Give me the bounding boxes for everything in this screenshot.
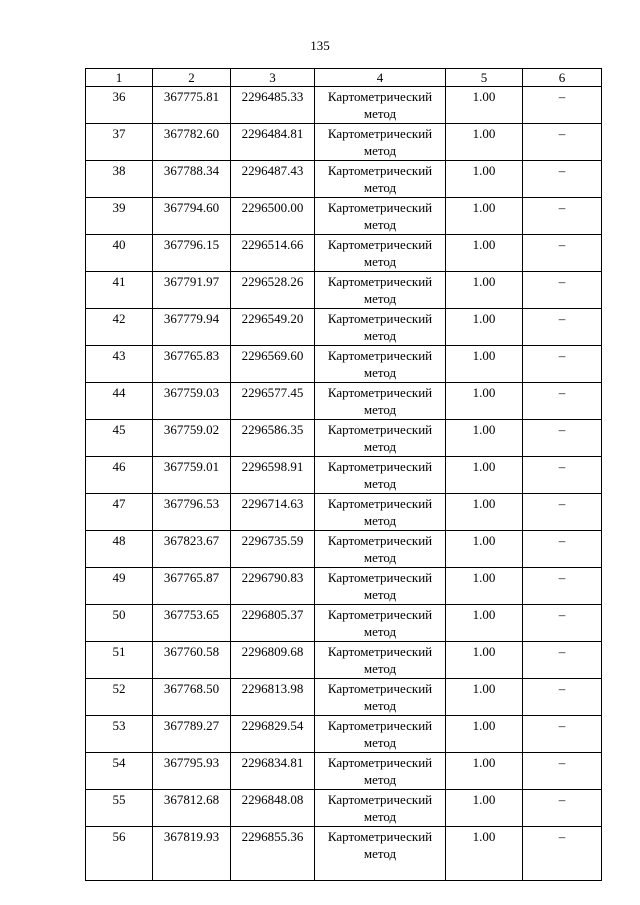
note-cell: – xyxy=(523,272,602,309)
method-text-line-1: Картометрический xyxy=(327,607,433,622)
method-text-line-2: метод xyxy=(363,402,397,417)
method-text-line-2: метод xyxy=(363,180,397,195)
x-coordinate-cell: 367753.65 xyxy=(153,605,231,642)
method-cell xyxy=(315,605,446,642)
method-text-line-2: метод xyxy=(363,846,397,861)
method-text-line-2: метод xyxy=(363,106,397,121)
table-row xyxy=(86,235,602,272)
precision-cell: 1.00 xyxy=(446,235,523,272)
y-coordinate-cell: 2296484.81 xyxy=(231,124,315,161)
point-number-cell: 37 xyxy=(86,124,153,161)
precision-cell: 1.00 xyxy=(446,568,523,605)
x-coordinate-cell: 367812.68 xyxy=(153,790,231,827)
method-cell xyxy=(315,198,446,235)
method-cell xyxy=(315,827,446,881)
column-header-1: 1 xyxy=(86,69,153,87)
x-coordinate-cell: 367765.87 xyxy=(153,568,231,605)
precision-cell: 1.00 xyxy=(446,753,523,790)
method-text-line-2: метод xyxy=(363,143,397,158)
note-cell: – xyxy=(523,235,602,272)
method-text-line-1: Картометрический xyxy=(327,422,433,437)
method-cell xyxy=(315,531,446,568)
y-coordinate-cell: 2296805.37 xyxy=(231,605,315,642)
method-text-line-2: метод xyxy=(363,587,397,602)
page-number: 135 xyxy=(310,38,330,53)
table-header xyxy=(86,69,602,87)
point-number-cell: 48 xyxy=(86,531,153,568)
table-row xyxy=(86,531,602,568)
note-cell: – xyxy=(523,716,602,753)
precision-cell: 1.00 xyxy=(446,716,523,753)
x-coordinate-cell: 367794.60 xyxy=(153,198,231,235)
method-text-line-1: Картометрический xyxy=(327,311,433,326)
x-coordinate-cell: 367796.53 xyxy=(153,494,231,531)
x-coordinate-cell: 367791.97 xyxy=(153,272,231,309)
point-number-cell: 50 xyxy=(86,605,153,642)
point-number-cell: 40 xyxy=(86,235,153,272)
x-coordinate-cell: 367768.50 xyxy=(153,679,231,716)
point-number-cell: 53 xyxy=(86,716,153,753)
precision-cell: 1.00 xyxy=(446,383,523,420)
method-text-line-1: Картометрический xyxy=(327,126,433,141)
method-cell xyxy=(315,679,446,716)
method-text-line-2: метод xyxy=(363,217,397,232)
precision-cell: 1.00 xyxy=(446,642,523,679)
y-coordinate-cell: 2296586.35 xyxy=(231,420,315,457)
method-cell xyxy=(315,161,446,198)
column-header-4: 4 xyxy=(315,69,446,87)
method-cell xyxy=(315,420,446,457)
precision-cell: 1.00 xyxy=(446,494,523,531)
point-number-cell: 38 xyxy=(86,161,153,198)
precision-cell: 1.00 xyxy=(446,309,523,346)
table-row xyxy=(86,753,602,790)
column-header-6: 6 xyxy=(523,69,602,87)
point-number-cell: 36 xyxy=(86,87,153,124)
table-row xyxy=(86,346,602,383)
column-header-2: 2 xyxy=(153,69,231,87)
note-cell: – xyxy=(523,568,602,605)
table-row xyxy=(86,568,602,605)
point-number-cell: 44 xyxy=(86,383,153,420)
method-text-line-1: Картометрический xyxy=(327,718,433,733)
method-text-line-1: Картометрический xyxy=(327,533,433,548)
point-number-cell: 55 xyxy=(86,790,153,827)
method-text-line-2: метод xyxy=(363,624,397,639)
point-number-cell: 47 xyxy=(86,494,153,531)
x-coordinate-cell: 367796.15 xyxy=(153,235,231,272)
note-cell: – xyxy=(523,605,602,642)
method-text-line-1: Картометрический xyxy=(327,348,433,363)
note-cell: – xyxy=(523,494,602,531)
precision-cell: 1.00 xyxy=(446,457,523,494)
precision-cell: 1.00 xyxy=(446,605,523,642)
method-text-line-1: Картометрический xyxy=(327,89,433,104)
point-number-cell: 52 xyxy=(86,679,153,716)
y-coordinate-cell: 2296809.68 xyxy=(231,642,315,679)
x-coordinate-cell: 367759.03 xyxy=(153,383,231,420)
method-text-line-2: метод xyxy=(363,772,397,787)
method-cell xyxy=(315,124,446,161)
x-coordinate-cell: 367782.60 xyxy=(153,124,231,161)
point-number-cell: 49 xyxy=(86,568,153,605)
method-text-line-1: Картометрический xyxy=(327,792,433,807)
y-coordinate-cell: 2296500.00 xyxy=(231,198,315,235)
precision-cell: 1.00 xyxy=(446,827,523,881)
method-cell xyxy=(315,642,446,679)
point-number-cell: 45 xyxy=(86,420,153,457)
point-number-cell: 39 xyxy=(86,198,153,235)
method-cell xyxy=(315,272,446,309)
y-coordinate-cell: 2296598.91 xyxy=(231,457,315,494)
table-row xyxy=(86,679,602,716)
precision-cell: 1.00 xyxy=(446,161,523,198)
coordinates-table xyxy=(85,68,602,881)
precision-cell: 1.00 xyxy=(446,198,523,235)
precision-cell: 1.00 xyxy=(446,124,523,161)
precision-cell: 1.00 xyxy=(446,346,523,383)
precision-cell: 1.00 xyxy=(446,679,523,716)
x-coordinate-cell: 367789.27 xyxy=(153,716,231,753)
method-text-line-1: Картометрический xyxy=(327,163,433,178)
table-row xyxy=(86,457,602,494)
x-coordinate-cell: 367759.01 xyxy=(153,457,231,494)
y-coordinate-cell: 2296735.59 xyxy=(231,531,315,568)
method-text-line-2: метод xyxy=(363,735,397,750)
point-number-cell: 43 xyxy=(86,346,153,383)
x-coordinate-cell: 367765.83 xyxy=(153,346,231,383)
note-cell: – xyxy=(523,790,602,827)
method-text-line-1: Картометрический xyxy=(327,681,433,696)
precision-cell: 1.00 xyxy=(446,87,523,124)
y-coordinate-cell: 2296485.33 xyxy=(231,87,315,124)
method-cell xyxy=(315,568,446,605)
method-text-line-2: метод xyxy=(363,661,397,676)
method-text-line-1: Картометрический xyxy=(327,237,433,252)
y-coordinate-cell: 2296834.81 xyxy=(231,753,315,790)
y-coordinate-cell: 2296855.36 xyxy=(231,827,315,881)
y-coordinate-cell: 2296514.66 xyxy=(231,235,315,272)
precision-cell: 1.00 xyxy=(446,790,523,827)
method-cell xyxy=(315,494,446,531)
method-text-line-1: Картометрический xyxy=(327,459,433,474)
method-text-line-2: метод xyxy=(363,365,397,380)
method-text-line-2: метод xyxy=(363,550,397,565)
table-row xyxy=(86,790,602,827)
method-text-line-2: метод xyxy=(363,291,397,306)
x-coordinate-cell: 367819.93 xyxy=(153,827,231,881)
method-text-line-2: метод xyxy=(363,513,397,528)
method-text-line-2: метод xyxy=(363,328,397,343)
note-cell: – xyxy=(523,457,602,494)
y-coordinate-cell: 2296569.60 xyxy=(231,346,315,383)
column-header-3: 3 xyxy=(231,69,315,87)
y-coordinate-cell: 2296549.20 xyxy=(231,309,315,346)
note-cell: – xyxy=(523,679,602,716)
method-cell xyxy=(315,309,446,346)
note-cell: – xyxy=(523,346,602,383)
note-cell: – xyxy=(523,124,602,161)
table-row xyxy=(86,605,602,642)
y-coordinate-cell: 2296487.43 xyxy=(231,161,315,198)
y-coordinate-cell: 2296577.45 xyxy=(231,383,315,420)
method-text-line-1: Картометрический xyxy=(327,385,433,400)
precision-cell: 1.00 xyxy=(446,272,523,309)
method-cell xyxy=(315,235,446,272)
method-text-line-1: Картометрический xyxy=(327,755,433,770)
note-cell: – xyxy=(523,198,602,235)
method-cell xyxy=(315,457,446,494)
table-row xyxy=(86,716,602,753)
table-row xyxy=(86,827,602,881)
y-coordinate-cell: 2296790.83 xyxy=(231,568,315,605)
x-coordinate-cell: 367795.93 xyxy=(153,753,231,790)
table-row xyxy=(86,198,602,235)
table-row xyxy=(86,642,602,679)
y-coordinate-cell: 2296813.98 xyxy=(231,679,315,716)
method-text-line-1: Картометрический xyxy=(327,829,433,844)
method-text-line-1: Картометрический xyxy=(327,644,433,659)
note-cell: – xyxy=(523,753,602,790)
table-row xyxy=(86,309,602,346)
point-number-cell: 42 xyxy=(86,309,153,346)
point-number-cell: 51 xyxy=(86,642,153,679)
point-number-cell: 46 xyxy=(86,457,153,494)
method-text-line-1: Картометрический xyxy=(327,200,433,215)
precision-cell: 1.00 xyxy=(446,531,523,568)
table-row xyxy=(86,124,602,161)
method-text-line-1: Картометрический xyxy=(327,570,433,585)
note-cell: – xyxy=(523,827,602,881)
table-row xyxy=(86,161,602,198)
note-cell: – xyxy=(523,309,602,346)
y-coordinate-cell: 2296829.54 xyxy=(231,716,315,753)
table-row xyxy=(86,420,602,457)
method-cell xyxy=(315,716,446,753)
method-text-line-2: метод xyxy=(363,809,397,824)
y-coordinate-cell: 2296714.63 xyxy=(231,494,315,531)
header-row xyxy=(86,69,602,87)
note-cell: – xyxy=(523,383,602,420)
table-row xyxy=(86,383,602,420)
method-cell xyxy=(315,346,446,383)
x-coordinate-cell: 367775.81 xyxy=(153,87,231,124)
point-number-cell: 41 xyxy=(86,272,153,309)
x-coordinate-cell: 367759.02 xyxy=(153,420,231,457)
note-cell: – xyxy=(523,87,602,124)
precision-cell: 1.00 xyxy=(446,420,523,457)
method-text-line-2: метод xyxy=(363,254,397,269)
note-cell: – xyxy=(523,642,602,679)
x-coordinate-cell: 367779.94 xyxy=(153,309,231,346)
method-text-line-2: метод xyxy=(363,698,397,713)
note-cell: – xyxy=(523,531,602,568)
method-cell xyxy=(315,753,446,790)
x-coordinate-cell: 367760.58 xyxy=(153,642,231,679)
method-text-line-2: метод xyxy=(363,476,397,491)
table-body xyxy=(86,87,602,881)
table-row xyxy=(86,494,602,531)
point-number-cell: 54 xyxy=(86,753,153,790)
column-header-5: 5 xyxy=(446,69,523,87)
method-text-line-1: Картометрический xyxy=(327,274,433,289)
note-cell: – xyxy=(523,161,602,198)
note-cell: – xyxy=(523,420,602,457)
point-number-cell: 56 xyxy=(86,827,153,881)
table-row xyxy=(86,87,602,124)
method-cell xyxy=(315,383,446,420)
table-row xyxy=(86,272,602,309)
method-cell xyxy=(315,87,446,124)
x-coordinate-cell: 367788.34 xyxy=(153,161,231,198)
method-text-line-1: Картометрический xyxy=(327,496,433,511)
y-coordinate-cell: 2296848.08 xyxy=(231,790,315,827)
x-coordinate-cell: 367823.67 xyxy=(153,531,231,568)
y-coordinate-cell: 2296528.26 xyxy=(231,272,315,309)
method-text-line-2: метод xyxy=(363,439,397,454)
method-cell xyxy=(315,790,446,827)
